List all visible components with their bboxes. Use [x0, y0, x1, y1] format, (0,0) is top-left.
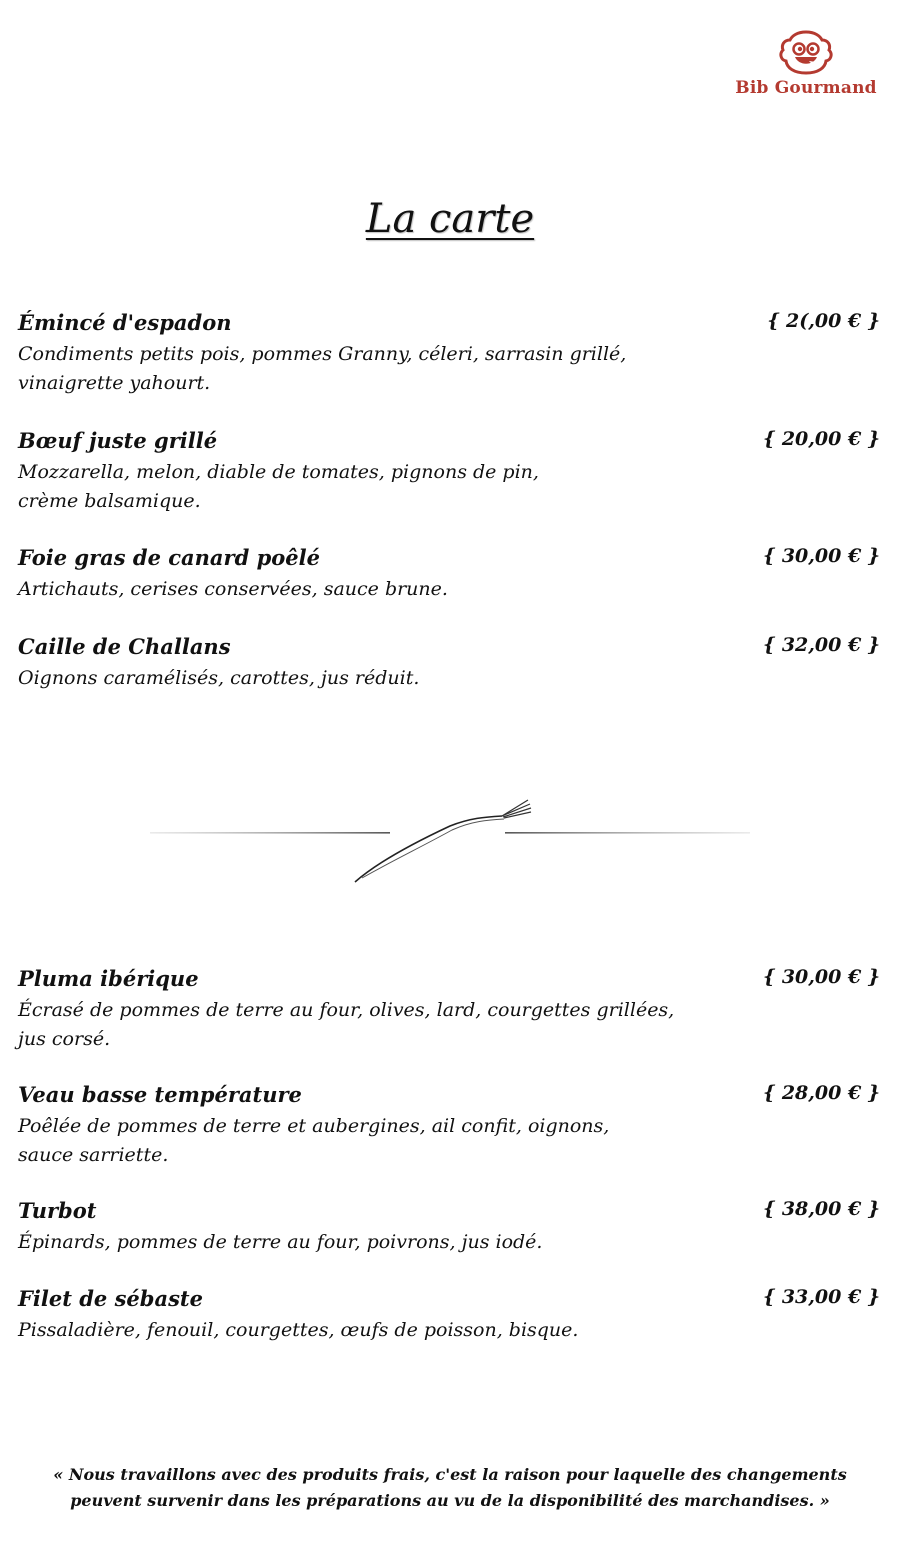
bib-gourmand-label: Bib Gourmand [735, 78, 877, 98]
dish-description: Écrasé de pommes de terre au four, olives, lard, courgettes grillées, jus corsé. [18, 999, 675, 1050]
dish-price: { 38,00 € } [763, 1198, 880, 1220]
dish-description: Oignons caramélisés, carottes, jus réduit. [18, 667, 420, 689]
menu-item [18, 310, 880, 398]
menu-item [18, 428, 880, 516]
dish-price: { 33,00 € } [763, 1286, 880, 1308]
menu-item [18, 634, 880, 693]
dish-name: Foie gras de canard poêlé [18, 545, 320, 570]
dish-description: Pissaladière, fenouil, courgettes, œufs de poisson, bisque. [18, 1319, 579, 1341]
dish-description: Mozzarella, melon, diable de tomates, pignons de pin, crème balsamique. [18, 461, 539, 512]
bib-gourmand-logo [726, 28, 886, 98]
dish-price: { 30,00 € } [763, 966, 880, 988]
dish-price: { 2(,00 € } [767, 310, 880, 332]
dish-description: Condiments petits pois, pommes Granny, céleri, sarrasin grillé, vinaigrette yahourt. [18, 343, 627, 394]
menu-item [18, 545, 880, 604]
footer-line: « Nous travaillons avec des produits frais, c'est la raison pour laquelle des changements [53, 1465, 847, 1484]
dish-name: Pluma ibérique [18, 966, 199, 991]
dish-name: Filet de sébaste [18, 1286, 203, 1311]
menu-item [18, 1198, 880, 1257]
dish-price: { 32,00 € } [763, 634, 880, 656]
dish-description: Poêlée de pommes de terre et aubergines, ail confit, oignons, sauce sarriette. [18, 1115, 610, 1166]
dish-name: Turbot [18, 1198, 97, 1223]
footer-note [0, 1462, 900, 1514]
menu-item [18, 966, 880, 1054]
dish-price: { 30,00 € } [763, 545, 880, 567]
dish-description: Épinards, pommes de terre au four, poivrons, jus iodé. [18, 1231, 543, 1253]
dish-name: Émincé d'espadon [18, 310, 232, 335]
menu-item [18, 1286, 880, 1345]
dish-name: Bœuf juste grillé [18, 428, 218, 453]
dish-name: Caille de Challans [18, 634, 231, 659]
michelin-bibendum-icon [775, 28, 837, 76]
menu-item [18, 1082, 880, 1170]
dish-price: { 28,00 € } [763, 1082, 880, 1104]
dish-description: Artichauts, cerises conservées, sauce brune. [18, 578, 448, 600]
dish-price: { 20,00 € } [763, 428, 880, 450]
footer-line: peuvent survenir dans les préparations au vu de la disponibilité des marchandises. » [70, 1491, 830, 1510]
page-title: La carte [365, 196, 535, 242]
dish-name: Veau basse température [18, 1082, 302, 1107]
fork-divider-icon [150, 790, 750, 890]
